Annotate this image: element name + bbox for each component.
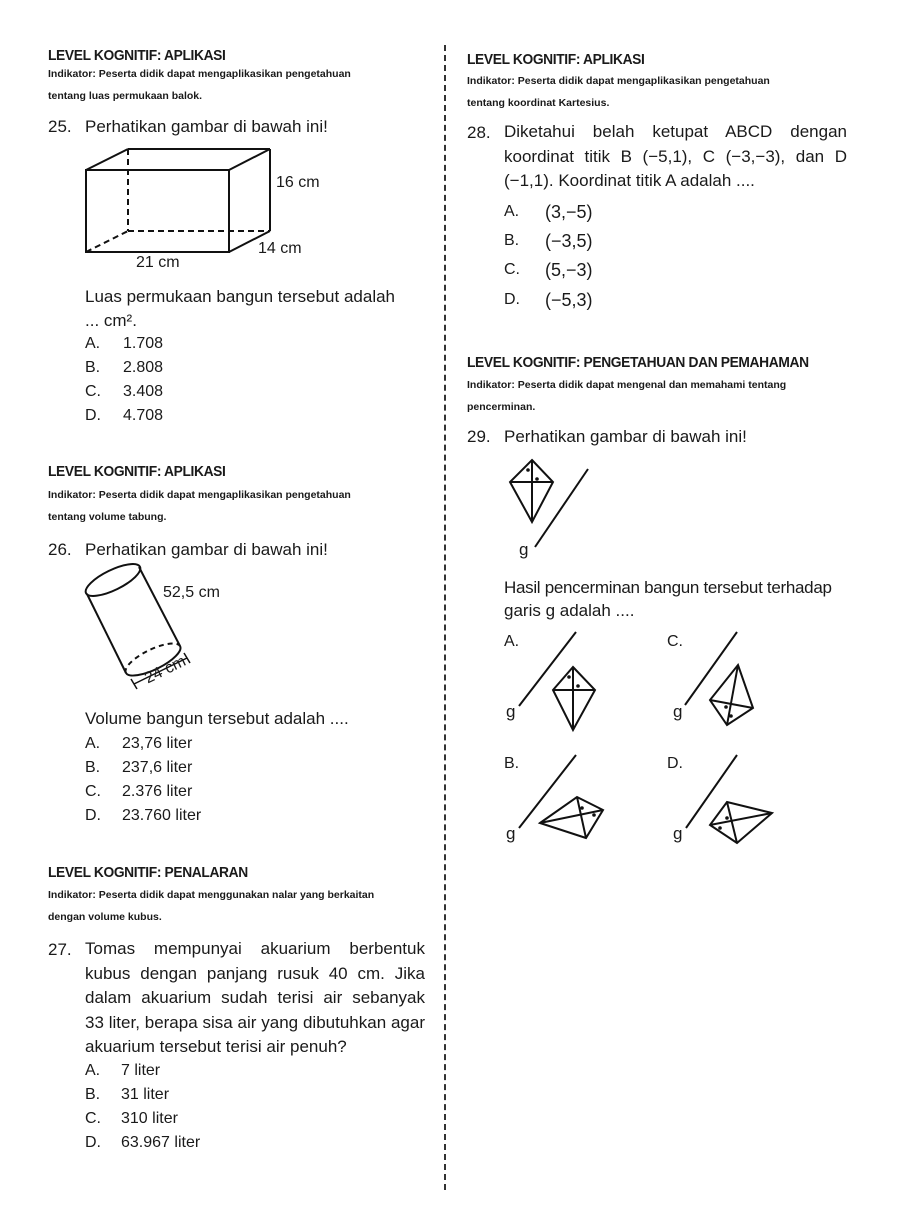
option-letter: A. (504, 633, 520, 650)
option-letter: D. (85, 407, 101, 424)
option-value: (−5,3) (545, 290, 593, 310)
option-value: (5,−3) (545, 260, 593, 280)
indicator-text: dengan volume kubus. (48, 911, 162, 923)
indicator-text: tentang volume tabung. (48, 511, 167, 523)
option-value: 2.808 (123, 359, 164, 376)
section-level-heading: LEVEL KOGNITIF: APLIKASI (48, 47, 226, 64)
section-level-heading: LEVEL KOGNITIF: PENALARAN (48, 864, 248, 881)
question-line: koordinat titik B (−5,1), C (−3,−3), dan D (504, 146, 847, 166)
indicator-text: Indikator: Peserta didik dapat mengaplikasikan pengetahuan (48, 68, 351, 80)
indicator-text: Indikator: Peserta didik dapat mengaplikasikan pengetahuan (467, 75, 770, 87)
option-letter: B. (85, 759, 101, 776)
question-line: Diketahui belah ketupat ABCD dengan (504, 122, 847, 141)
option-value: 23.760 liter (122, 807, 202, 824)
question-number: 27. (48, 940, 72, 959)
indicator-text: tentang luas permukaan balok. (48, 90, 203, 102)
option-letter: D. (85, 807, 101, 824)
option-value: 4.708 (123, 407, 164, 424)
option-letter: A. (85, 735, 101, 752)
section-level-heading: LEVEL KOGNITIF: APLIKASI (467, 51, 645, 68)
indicator-text: Indikator: Peserta didik dapat menggunakan nalar yang berkaitan (48, 889, 375, 901)
question-line: kubus dengan panjang rusuk 40 cm. Jika (85, 963, 425, 983)
question-text: ... cm². (85, 311, 137, 330)
cylinder-diameter-label: 24 cm (142, 652, 189, 688)
question-number: 25. (48, 117, 72, 136)
section-level-heading: LEVEL KOGNITIF: PENGETAHUAN DAN PEMAHAMAN (467, 354, 809, 371)
line-g-label: g (506, 702, 516, 721)
indicator-text: Indikator: Peserta didik dapat mengaplikasikan pengetahuan (48, 489, 351, 501)
option-letter: C. (504, 261, 520, 278)
cuboid-height-label: 16 cm (276, 174, 320, 191)
indicator-text: pencerminan. (467, 401, 536, 413)
option-letter: A. (85, 335, 101, 352)
indicator-text: tentang koordinat Kartesius. (467, 97, 610, 109)
option-value: 63.967 liter (121, 1134, 201, 1151)
line-g-label: g (519, 540, 529, 559)
question-number: 29. (467, 427, 491, 446)
question-line: 33 liter, berapa sisa air yang dibutuhkan agar (85, 1012, 425, 1032)
question-title: Perhatikan gambar di bawah ini! (85, 540, 328, 559)
option-b-figure (519, 755, 603, 838)
option-letter: B. (85, 359, 101, 376)
option-a-figure (519, 632, 595, 730)
option-letter: A. (504, 203, 520, 220)
question-text: Volume bangun tersebut adalah .... (85, 709, 349, 728)
section-level-heading: LEVEL KOGNITIF: APLIKASI (48, 463, 226, 480)
question-title: Perhatikan gambar di bawah ini! (504, 427, 747, 446)
option-d-figure (686, 755, 772, 843)
option-value: (−3,5) (545, 231, 593, 251)
option-value: 23,76 liter (122, 735, 193, 752)
option-value: (3,−5) (545, 202, 593, 222)
indicator-text: Indikator: Peserta didik dapat mengenal dan memahami tentang (467, 379, 787, 391)
option-value: 2.376 liter (122, 783, 193, 800)
option-c-figure (685, 632, 753, 725)
option-value: 237,6 liter (122, 759, 193, 776)
option-letter: C. (85, 783, 101, 800)
cylinder-height-label: 52,5 cm (163, 584, 220, 601)
original-kite (510, 460, 588, 547)
option-value: 31 liter (121, 1086, 170, 1103)
option-letter: D. (667, 755, 683, 772)
question-number: 26. (48, 540, 72, 559)
question-text: garis g adalah .... (504, 601, 635, 620)
option-letter: C. (85, 1110, 101, 1127)
question-line: Tomas mempunyai akuarium berbentuk (85, 939, 425, 958)
option-value: 1.708 (123, 335, 164, 352)
option-letter: B. (85, 1086, 101, 1103)
cuboid-length-label: 21 cm (136, 254, 180, 271)
option-letter: B. (504, 232, 520, 249)
option-value: 7 liter (121, 1062, 161, 1079)
line-g-label: g (506, 824, 516, 843)
option-letter: A. (85, 1062, 101, 1079)
question-text: Hasil pencerminan bangun tersebut terhadap (504, 578, 832, 597)
option-letter: C. (85, 383, 101, 400)
question-number: 28. (467, 123, 491, 142)
line-g-label: g (673, 824, 683, 843)
option-value: 3.408 (123, 383, 164, 400)
question-line: akuarium tersebut terisi air penuh? (85, 1037, 347, 1056)
line-g-label: g (673, 702, 683, 721)
cuboid-width-label: 14 cm (258, 240, 302, 257)
question-line: dalam akuarium sudah terisi air sebanyak (85, 988, 425, 1007)
question-text: Luas permukaan bangun tersebut adalah (85, 287, 396, 306)
question-title: Perhatikan gambar di bawah ini! (85, 117, 328, 136)
option-letter: C. (667, 633, 683, 650)
option-letter: B. (504, 755, 520, 772)
option-value: 310 liter (121, 1110, 178, 1127)
option-letter: D. (85, 1134, 101, 1151)
option-letter: D. (504, 291, 520, 308)
question-line: (−1,1). Koordinat titik A adalah .... (504, 171, 755, 190)
